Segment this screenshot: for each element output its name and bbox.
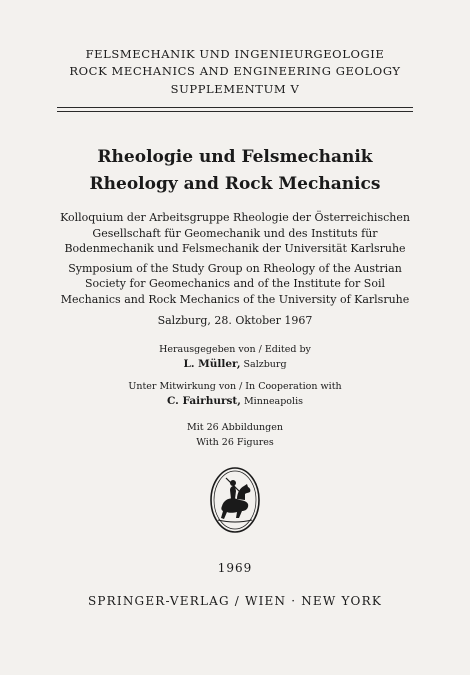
- editor-label: Herausgegeben von / Edited by: [159, 344, 311, 355]
- publisher-imprint: SPRINGER-VERLAG / WIEN · NEW YORK: [87, 594, 383, 608]
- header-rule-top: [57, 107, 413, 108]
- publication-year: 1969: [217, 561, 253, 575]
- title-english: Rheology and Rock Mechanics: [89, 174, 381, 194]
- cooperation-label: Unter Mitwirkung von / In Cooperation with: [128, 381, 342, 392]
- supplement-number: SUPPLEMENTUM V: [170, 82, 300, 96]
- cooperation-credit: [0, 394, 470, 409]
- colloquium-line: Gesellschaft für Geomechanik und des Instituts für: [92, 227, 378, 240]
- editor-place: Salzburg: [243, 359, 287, 370]
- figures-count-en: With 26 Figures: [196, 437, 274, 448]
- title-german: Rheologie und Felsmechanik: [97, 147, 373, 167]
- cooperation-name: C. Fairhurst,: [167, 395, 241, 407]
- figures-count-de: Mit 26 Abbildungen: [187, 422, 283, 433]
- venue-date: Salzburg, 28. Oktober 1967: [157, 314, 313, 327]
- editor-credit: [0, 357, 470, 372]
- editor-name: L. Müller,: [183, 358, 241, 370]
- knight-horse-emblem-icon: [209, 466, 261, 534]
- symposium-line: Symposium of the Study Group on Rheology of the Austrian: [68, 262, 402, 275]
- symposium-line: Mechanics and Rock Mechanics of the University of Karlsruhe: [60, 293, 410, 306]
- header-rule-bottom: [57, 111, 413, 112]
- series-title-en: ROCK MECHANICS AND ENGINEERING GEOLOGY: [69, 64, 401, 78]
- cooperation-place: Minneapolis: [243, 396, 303, 407]
- colloquium-line: Kolloquium der Arbeitsgruppe Rheologie der Österreichischen: [60, 211, 410, 224]
- symposium-line: Society for Geomechanics and of the Institute for Soil: [85, 277, 385, 290]
- colloquium-line: Bodenmechanik und Felsmechanik der Universität Karlsruhe: [64, 242, 406, 255]
- series-title-de: FELSMECHANIK UND INGENIEURGEOLOGIE: [85, 47, 385, 61]
